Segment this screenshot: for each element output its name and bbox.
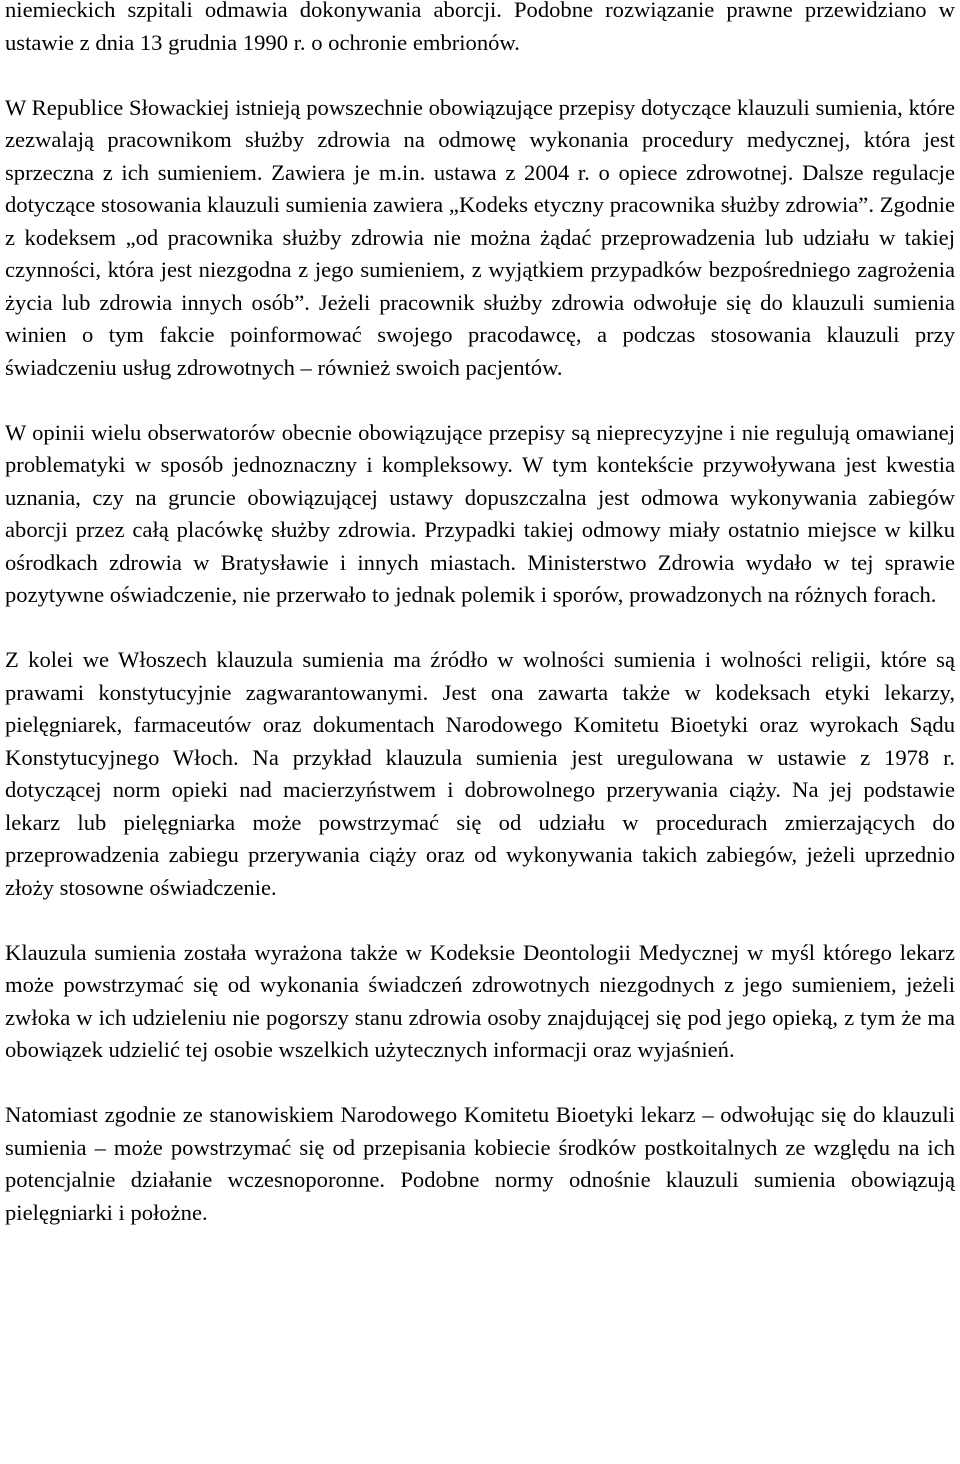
paragraph-italy-deontology-code: Klauzula sumienia została wyrażona także w Kodeksie Deontologii Medycznej w myśl którego lekarz może powstrzymać się od wykonania świadczeń zdrowotnych niezgodnych z jego sumieniem, jeżeli zwłoka w ich udzieleniu nie pogorszy stanu zdrowia osoby znajdującej się pod jego opieką, z tym że ma obowiązek udzielić tej osobie wszelkich użytecznych informacji oraz wyjaśnień.	[5, 939, 955, 1062]
paragraph-germany-abortion: niemieckich szpitali odmawia dokonywania aborcji. Podobne rozwiązanie prawne przewidziano w ustawie z dnia 13 grudnia 1990 r. o ochronie embrionów.	[5, 0, 955, 55]
paragraph-italy-bioethics-committee: Natomiast zgodnie ze stanowiskiem Narodowego Komitetu Bioetyki lekarz – odwołując się do klauzuli sumienia – może powstrzymać się od przepisania kobiecie środków postkoitalnych ze względu na ich potencjalnie działanie wczesnoporonne. Podobne normy odnośnie klauzuli sumienia obowiązują pielęgniarki i położne.	[5, 1102, 955, 1225]
paragraph-slovakia-regulations: W Republice Słowackiej istnieją powszechnie obowiązujące przepisy dotyczące klauzuli sumienia, które zezwalają pracownikom służby zdrowia na odmowę wykonania procedury medycznej, która jest sprzeczna z ich sumieniem. Zawiera je m.in. ustawa z 2004 r. o opiece zdrowotnej. Dalsze regulacje dotyczące stosowania klauzuli sumienia zawiera „Kodeks etyczny pracownika służby zdrowia”. Zgodnie z kodeksem „od pracownika służby zdrowia nie można żądać przeprowadzenia lub udziału w takiej czynności, która jest niezgodna z jego sumieniem, z wyjątkiem przypadków bezpośredniego zagrożenia życia lub zdrowia innych osób”. Jeżeli pracownik służby zdrowia odwołuje się do klauzuli sumienia winien o tym fakcie poinformować swojego pracodawcę, a podczas stosowania klauzuli przy świadczeniu usług zdrowotnych – również swoich pacjentów.	[5, 94, 955, 380]
paragraph-slovakia-opinions: W opinii wielu obserwatorów obecnie obowiązujące przepisy są nieprecyzyjne i nie regulują omawianej problematyki w sposób jednoznaczny i kompleksowy. W tym kontekście przywoływana jest kwestia uznania, czy na gruncie obowiązującej ustawy dopuszczalna jest odmowa wykonywania zabiegów aborcji przez całą placówkę służby zdrowia. Przypadki takiej odmowy miały ostatnio miejsce w kilku ośrodkach zdrowia w Bratysławie i innych miastach. Ministerstwo Zdrowia wydało w tej sprawie pozytywne oświadczenie, nie przerwało to jednak polemik i sporów, prowadzonych na różnych forach.	[5, 419, 955, 607]
paragraph-italy-clause: Z kolei we Włoszech klauzula sumienia ma źródło w wolności sumienia i wolności religii, które są prawami konstytucyjnie zagwarantowanymi. Jest ona zawarta także w kodeksach etyki lekarzy, pielęgniarek, farmaceutów oraz dokumentach Narodowego Komitetu Bioetyki oraz wyrokach Sądu Konstytucyjnego Włoch. Na przykład klauzula sumienia jest uregulowana w ustawie z 1978 r. dotyczącej norm opieki nad macierzyństwem i dobrowolnego przerywania ciąży. Na jej podstawie lekarz lub pielęgniarka może powstrzymać się od udziału w procedurach zmierzających do przeprowadzenia zabiegu przerywania ciąży oraz od wykonywania takich zabiegów, jeżeli uprzednio złoży stosowne oświadczenie.	[5, 647, 955, 900]
